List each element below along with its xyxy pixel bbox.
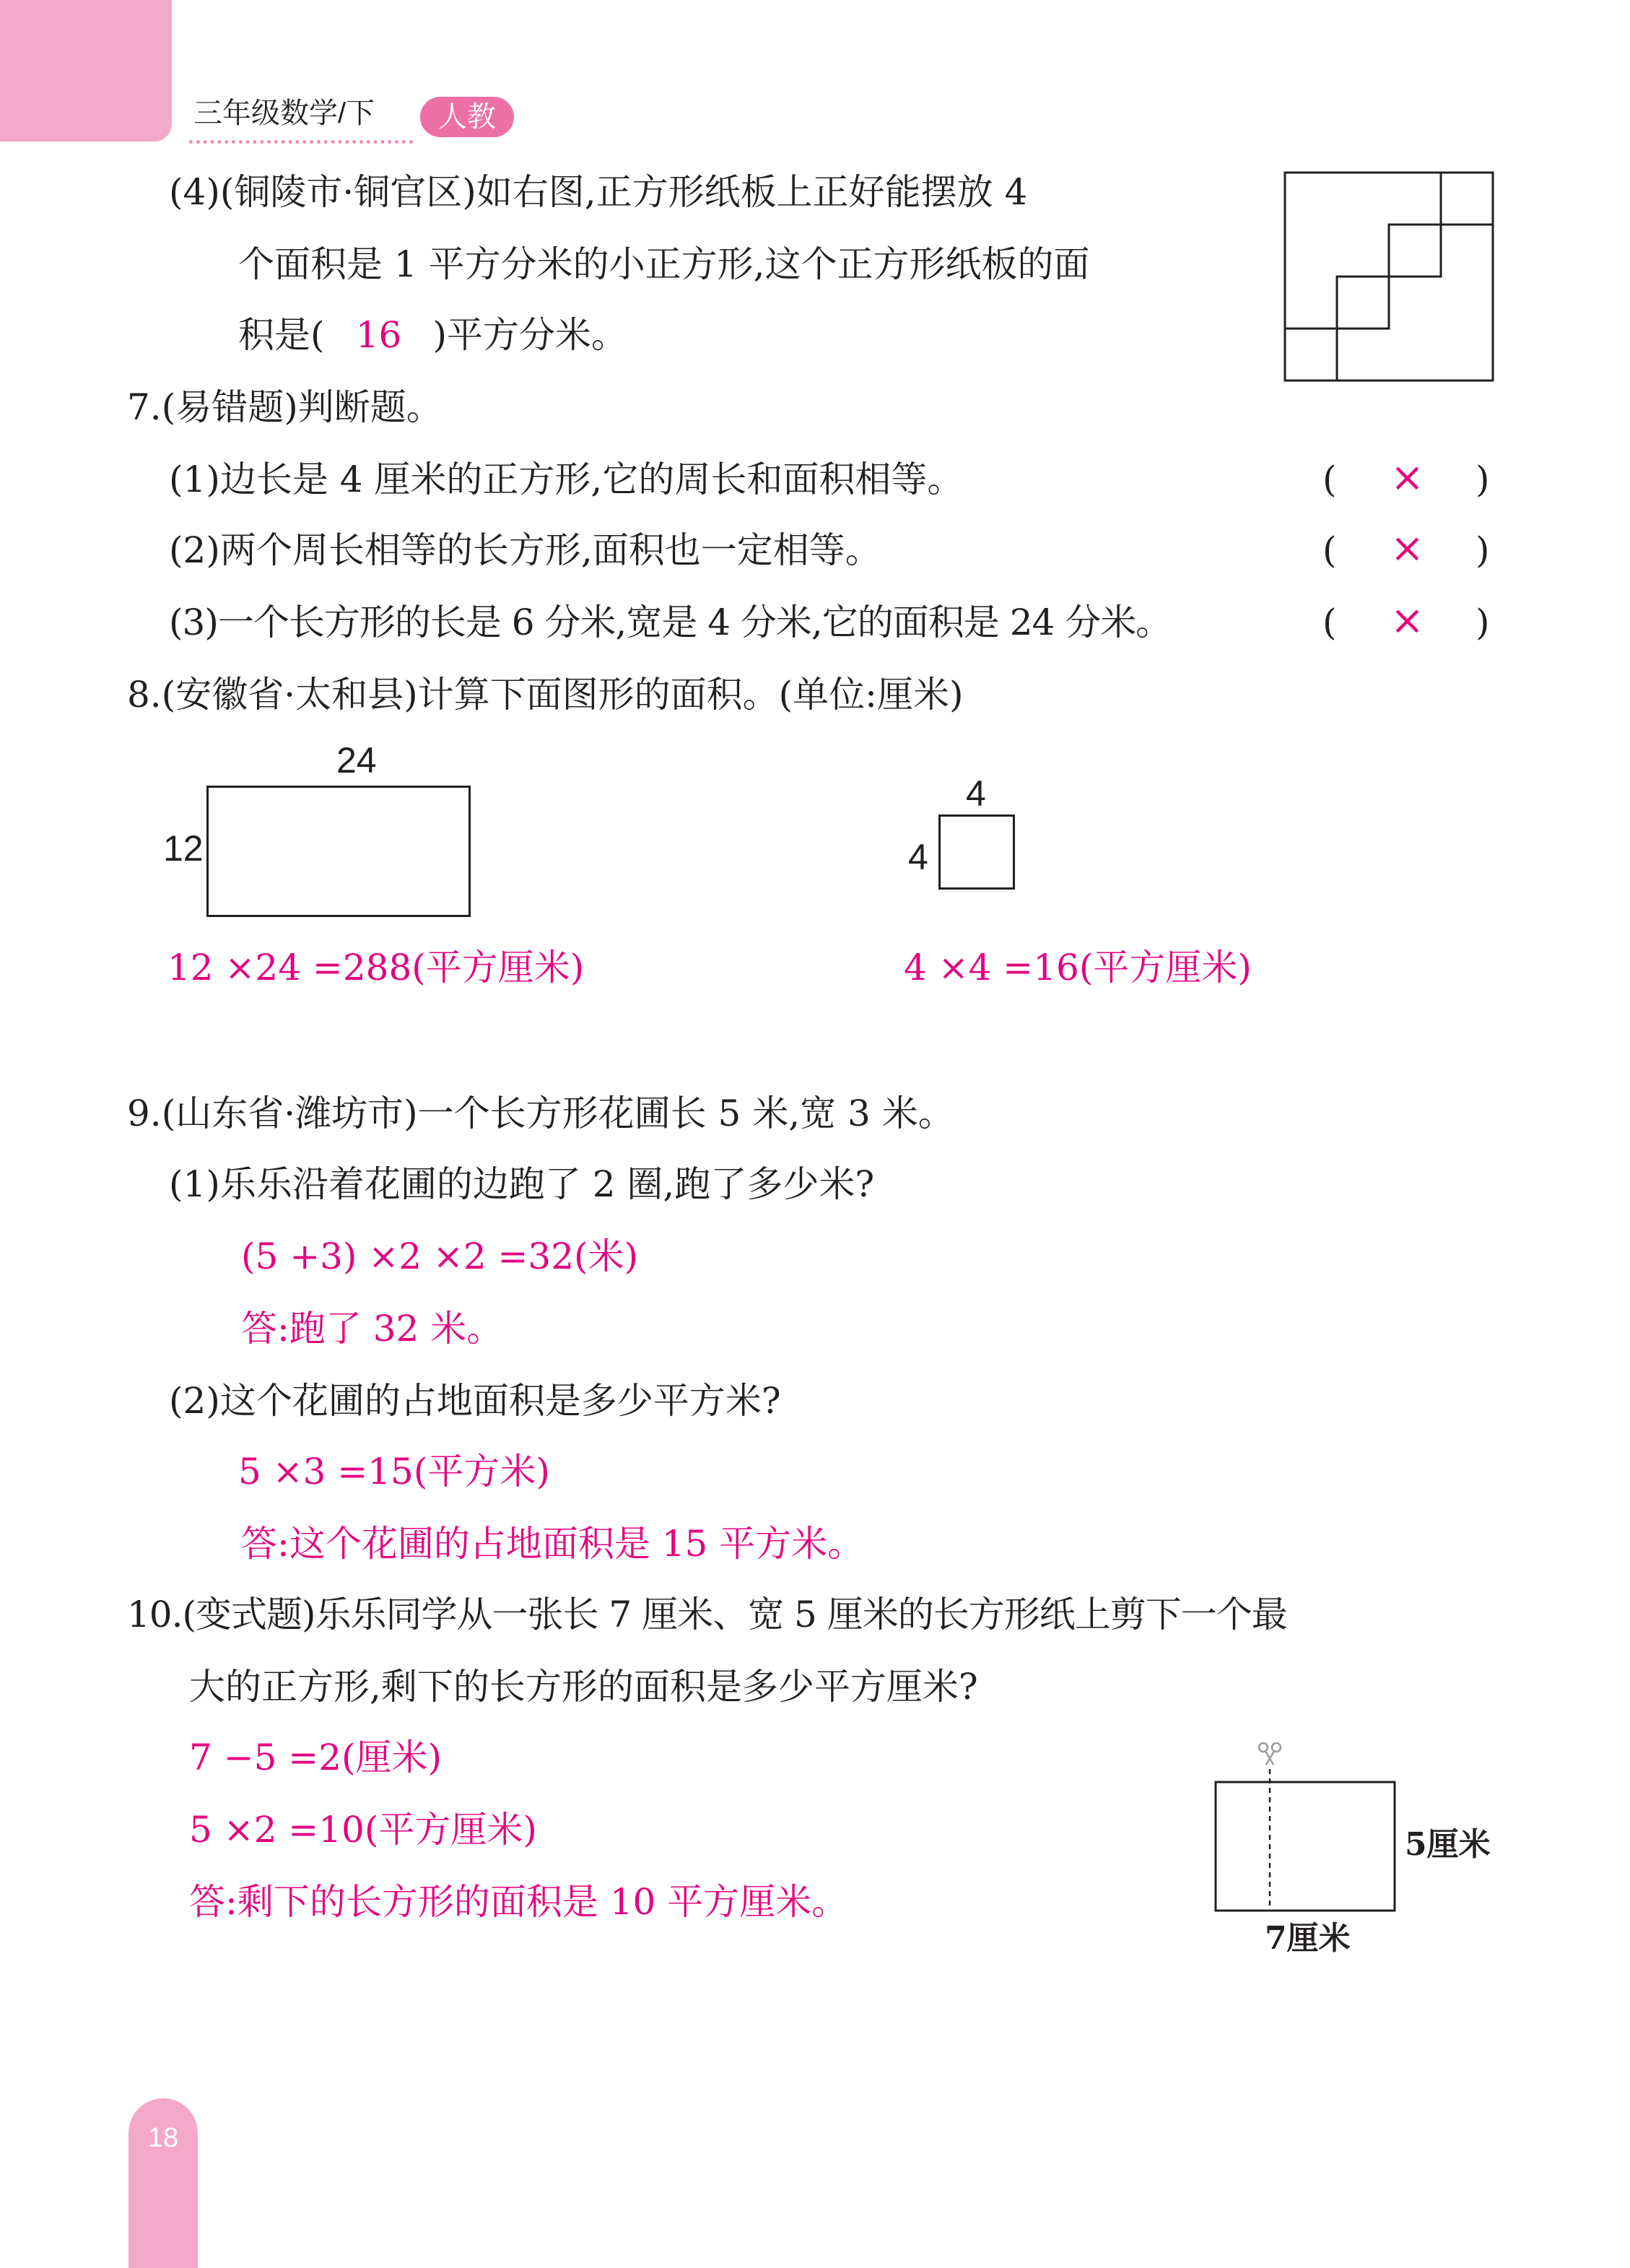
q8-square-figure xyxy=(938,814,1015,890)
q9-part2-question: (2)这个花圃的占地面积是多少平方米? xyxy=(169,1380,781,1422)
staircase-square-figure xyxy=(1283,171,1496,385)
q8-rect-side-label: 12 xyxy=(163,828,204,869)
q7-item-3-open: ( xyxy=(1322,601,1337,643)
edition-badge: 人教 xyxy=(420,97,514,137)
q6-4-line2: 个面积是 1 平方分米的小正方形,这个正方形纸板的面 xyxy=(238,243,1090,285)
page-number: 18 xyxy=(147,2123,179,2153)
small-square-4 xyxy=(1285,329,1337,381)
q10-width-label: 5厘米 xyxy=(1405,1826,1491,1863)
q7-item-2-open: ( xyxy=(1322,529,1337,571)
q10-line2: 大的正方形,剩下的长方形的面积是多少平方厘米? xyxy=(189,1666,978,1708)
q10-calc2: 5 ×2 =10(平方厘米) xyxy=(189,1809,537,1851)
small-square-1 xyxy=(1441,173,1493,225)
q10-paper-figure xyxy=(1213,1733,1400,1921)
q6-4-line3-suffix: )平方分米。 xyxy=(432,314,628,356)
q7-item-3-mark: × xyxy=(1390,597,1424,644)
q10-calc1: 7 −5 =2(厘米) xyxy=(189,1737,443,1778)
q8-square-side-label: 4 xyxy=(908,837,928,877)
q7-item-1-open: ( xyxy=(1322,459,1337,500)
q8-square-answer: 4 ×4 =16(平方厘米) xyxy=(904,947,1252,989)
q6-4-line3-prefix: 积是( xyxy=(238,314,325,356)
q7-item-2-mark: × xyxy=(1390,525,1424,572)
q7-item-2-text: (2)两个周长相等的长方形,面积也一定相等。 xyxy=(169,529,881,571)
q7-item-3-close: ) xyxy=(1476,601,1490,643)
q9-part1-question: (1)乐乐沿着花圃的边跑了 2 圈,跑了多少米? xyxy=(169,1163,875,1205)
q6-4-line1: (4)(铜陵市·铜官区)如右图,正方形纸板上正好能摆放 4 xyxy=(169,171,1028,213)
paper-rectangle xyxy=(1216,1782,1395,1911)
q10-line1: 10.(变式题)乐乐同学从一张长 7 厘米、宽 5 厘米的长方形纸上剪下一个最 xyxy=(127,1594,1287,1635)
q10-length-label: 7厘米 xyxy=(1265,1920,1351,1957)
q7-item-1-close: ) xyxy=(1476,459,1490,500)
q7-item-2-close: ) xyxy=(1476,529,1490,571)
header-dotted-underline xyxy=(189,140,413,144)
q8-rectangle-figure xyxy=(206,786,471,917)
scissors-icon xyxy=(1259,1743,1281,1765)
q9-part1-calc: (5 +3) ×2 ×2 =32(米) xyxy=(241,1235,639,1277)
q7-item-1-mark: × xyxy=(1390,454,1424,501)
q8-rect-top-label: 24 xyxy=(336,740,377,781)
small-square-3 xyxy=(1337,277,1389,329)
q6-4-answer: 16 xyxy=(355,314,402,356)
q7-title: 7.(易错题)判断题。 xyxy=(127,386,443,428)
q8-rect-answer: 12 ×24 =288(平方厘米) xyxy=(167,947,585,989)
q7-item-3-text: (3)一个长方形的长是 6 分米,宽是 4 分米,它的面积是 24 分米。 xyxy=(169,601,1172,643)
q6-4-line3 xyxy=(238,313,627,357)
small-square-2 xyxy=(1389,225,1441,277)
q10-answer: 答:剩下的长方形的面积是 10 平方厘米。 xyxy=(189,1881,848,1923)
q7-item-1-text: (1)边长是 4 厘米的正方形,它的周长和面积相等。 xyxy=(169,459,964,500)
q9-title: 9.(山东省·潍坊市)一个长方形花圃长 5 米,宽 3 米。 xyxy=(127,1092,954,1134)
book-title: 三年级数学/下 xyxy=(193,97,375,129)
q8-title: 8.(安徽省·太和县)计算下面图形的面积。(单位:厘米) xyxy=(127,674,964,716)
q8-square-top-label: 4 xyxy=(966,773,986,814)
q9-part2-calc: 5 ×3 =15(平方米) xyxy=(238,1451,550,1493)
header-corner-decoration xyxy=(0,0,172,142)
q9-part2-answer: 答:这个花圃的占地面积是 15 平方米。 xyxy=(241,1523,864,1565)
q9-part1-answer: 答:跑了 32 米。 xyxy=(241,1308,503,1350)
